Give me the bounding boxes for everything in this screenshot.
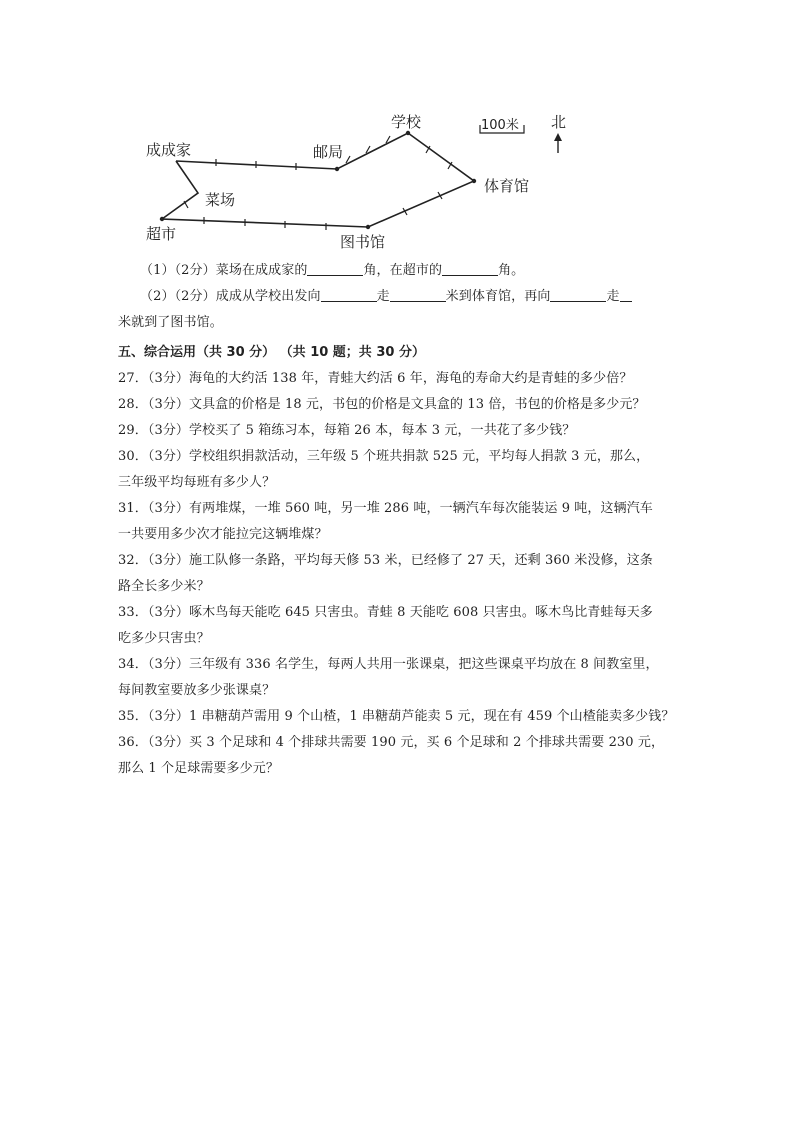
problem-33: 33．（3分）啄木鸟每天能吃 645 只害虫。青蛙 8 天能吃 608 只害虫。啄木鸟比青蛙每天多 吃多少只害虫？ bbox=[118, 605, 653, 646]
label-market: 菜场 bbox=[205, 191, 236, 209]
label-chengcheng-home: 成成家 bbox=[146, 141, 192, 159]
post-office-dot bbox=[335, 167, 339, 171]
problem-34: 34．（3分）三年级有 336 名学生，每两人共用一张课桌，把这些课桌平均放在 8 间教室里， 每间教室要放多少张课桌？ bbox=[118, 657, 659, 698]
problem-27: 27．（3分）海龟的大约活 138 年，青蛙大约活 6 年，海龟的寿命大约是青蛙的多少倍？ bbox=[118, 371, 633, 386]
problem-35: 35．（3分）1 串糖葫芦需用 9 个山楂，1 串糖葫芦能卖 5 元，现在有 459 个山楂能卖多少钱？ bbox=[118, 709, 675, 724]
label-scale: 100米 bbox=[481, 118, 519, 133]
label-post-office: 邮局 bbox=[313, 143, 344, 161]
answer-blank[interactable] bbox=[550, 287, 606, 302]
answer-blank[interactable] bbox=[321, 287, 377, 302]
label-north: 北 bbox=[551, 113, 567, 131]
questions-area bbox=[118, 258, 678, 782]
answer-blank[interactable] bbox=[442, 261, 498, 276]
label-library: 图书馆 bbox=[340, 233, 386, 251]
section-title: 五、综合运用（共 30 分） （共 10 题；共 30 分） bbox=[118, 345, 425, 360]
problem-30: 30．（3分）学校组织捐款活动，三年级 5 个班共捐款 525 元，平均每人捐款 3 元，那么， 三年级平均每班有多少人？ bbox=[118, 449, 650, 490]
supermarket-dot bbox=[160, 217, 164, 221]
problem-36: 36．（3分）买 3 个足球和 4 个排球共需要 190 元，买 6 个足球和 2 个排球共需要 230 元， 那么 1 个足球需要多少元？ bbox=[118, 735, 665, 776]
route-map bbox=[130, 105, 580, 255]
fill-question-2-continued: 米就到了图书馆。 bbox=[118, 315, 223, 330]
fill-question-1: （1）（2分）菜场在成成家的 角，在超市的 角。 bbox=[140, 263, 525, 278]
library-dot bbox=[366, 225, 370, 229]
problem-list bbox=[118, 366, 678, 782]
north-arrow bbox=[554, 133, 562, 153]
stadium-dot bbox=[472, 179, 476, 183]
label-stadium: 体育馆 bbox=[484, 177, 530, 195]
answer-blank[interactable] bbox=[390, 287, 446, 302]
label-supermarket: 超市 bbox=[146, 225, 177, 243]
school-dot bbox=[406, 131, 410, 135]
problem-32: 32．（3分）施工队修一条路，平均每天修 53 米，已经修了 27 天，还剩 360 米没修，这条 路全长多少米？ bbox=[118, 553, 653, 594]
answer-blank[interactable] bbox=[307, 261, 363, 276]
problem-29: 29．（3分）学校买了 5 箱练习本，每箱 26 本，每本 3 元，一共花了多少钱？ bbox=[118, 423, 576, 438]
answer-blank[interactable] bbox=[620, 287, 632, 302]
problem-31: 31．（3分）有两堆煤，一堆 560 吨，另一堆 286 吨，一辆汽车每次能装运 9 吨，这辆汽车 一共要用多少次才能拉完这辆堆煤？ bbox=[118, 501, 653, 542]
problem-28: 28．（3分）文具盒的价格是 18 元，书包的价格是文具盒的 13 倍，书包的价格是多少元？ bbox=[118, 397, 646, 412]
fill-question-2: （2）（2分）成成从学校出发向 走 米到体育馆，再向 走 bbox=[118, 284, 678, 310]
label-school: 学校 bbox=[391, 113, 422, 131]
